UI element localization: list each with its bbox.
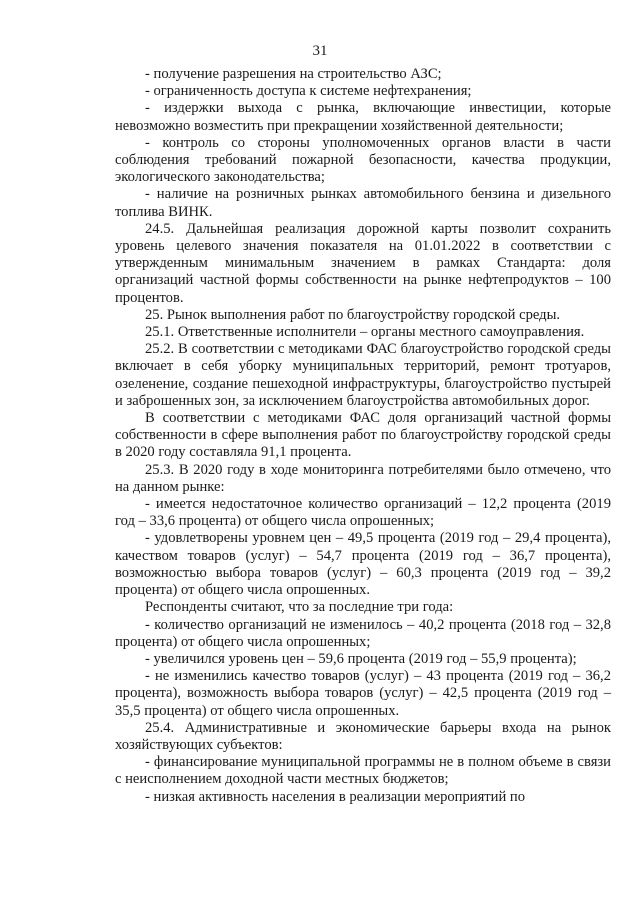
- paragraph: - контроль со стороны уполномоченных органов власти в части соблюдения требований пожарной безопасности, качества продукции, экологического законодательства;: [115, 134, 611, 186]
- paragraph: - имеется недостаточное количество организаций – 12,2 процента (2019 год – 33,6 процента) от общего числа опрошенных;: [115, 496, 611, 530]
- paragraph: - количество организаций не изменилось – 40,2 процента (2018 год – 32,8 процента) от общего числа опрошенных;: [115, 616, 611, 650]
- paragraph: - увеличился уровень цен – 59,6 процента (2019 год – 55,9 процента);: [145, 650, 577, 667]
- paragraph: - наличие на розничных рынках автомобильного бензина и дизельного топлива ВИНК.: [115, 186, 611, 220]
- paragraph: - удовлетворены уровнем цен – 49,5 процента (2019 год – 29,4 процента), качеством товаров (услуг) – 54,7 процента (2019 год – 36,7 процента), возможностью выбора товаров (услуг) – 60,3 процента (2019 год – 39,2 процента) от общего числа опрошенных.: [115, 530, 611, 599]
- paragraph: 25.4. Административные и экономические барьеры входа на рынок хозяйствующих субъектов:: [115, 719, 611, 753]
- paragraph: Респонденты считают, что за последние три года:: [145, 599, 454, 616]
- paragraph: В соответствии с методиками ФАС доля организаций частной формы собственности в сфере выполнения работ по благоустройству городской среды в 2020 году составляла 91,1 процента.: [115, 410, 611, 461]
- paragraph: - ограниченность доступа к системе нефтехранения;: [145, 83, 472, 100]
- page-number: 31: [312, 43, 328, 59]
- paragraph: 25.2. В соответствии с методиками ФАС благоустройство городской среды включает в себя уборку муниципальных территорий, ремонт тротуаров, озеленение, создание пешеходной инфраструктуры, благоустройство пустырей и заброшенных зон, за исключением благоустройства автомобильных дорог.: [115, 341, 611, 409]
- page-body: [115, 66, 611, 806]
- paragraph: - издержки выхода с рынка, включающие инвестиции, которые невозможно возместить при прекращении хозяйственной деятельности;: [115, 100, 611, 134]
- paragraph: - финансирование муниципальной программы не в полном объеме в связи с неисполнением доходной части местных бюджетов;: [115, 754, 611, 788]
- section-heading: 25. Рынок выполнения работ по благоустройству городской среды.: [145, 306, 561, 323]
- paragraph: - не изменились качество товаров (услуг) – 43 процента (2019 год – 36,2 процента), возможность выбора товаров (услуг) – 42,5 процента (2019 год – 35,5 процента) от общего числа опрошенных.: [115, 668, 611, 719]
- paragraph: - низкая активность населения в реализации мероприятий по: [145, 788, 526, 805]
- paragraph: - получение разрешения на строительство АЗС;: [145, 66, 442, 82]
- paragraph: 25.3. В 2020 году в ходе мониторинга потребителями было отмечено, что на данном рынке:: [115, 461, 611, 495]
- paragraph: 25.1. Ответственные исполнители – органы местного самоуправления.: [145, 324, 585, 341]
- paragraph: 24.5. Дальнейшая реализация дорожной карты позволит сохранить уровень целевого значения показателя на 01.01.2022 в соответствии с утвержденным минимальным значением в рамках Стандарта: доля организаций частной формы собственности на рынке нефтепродуктов – 100 процентов.: [115, 220, 611, 306]
